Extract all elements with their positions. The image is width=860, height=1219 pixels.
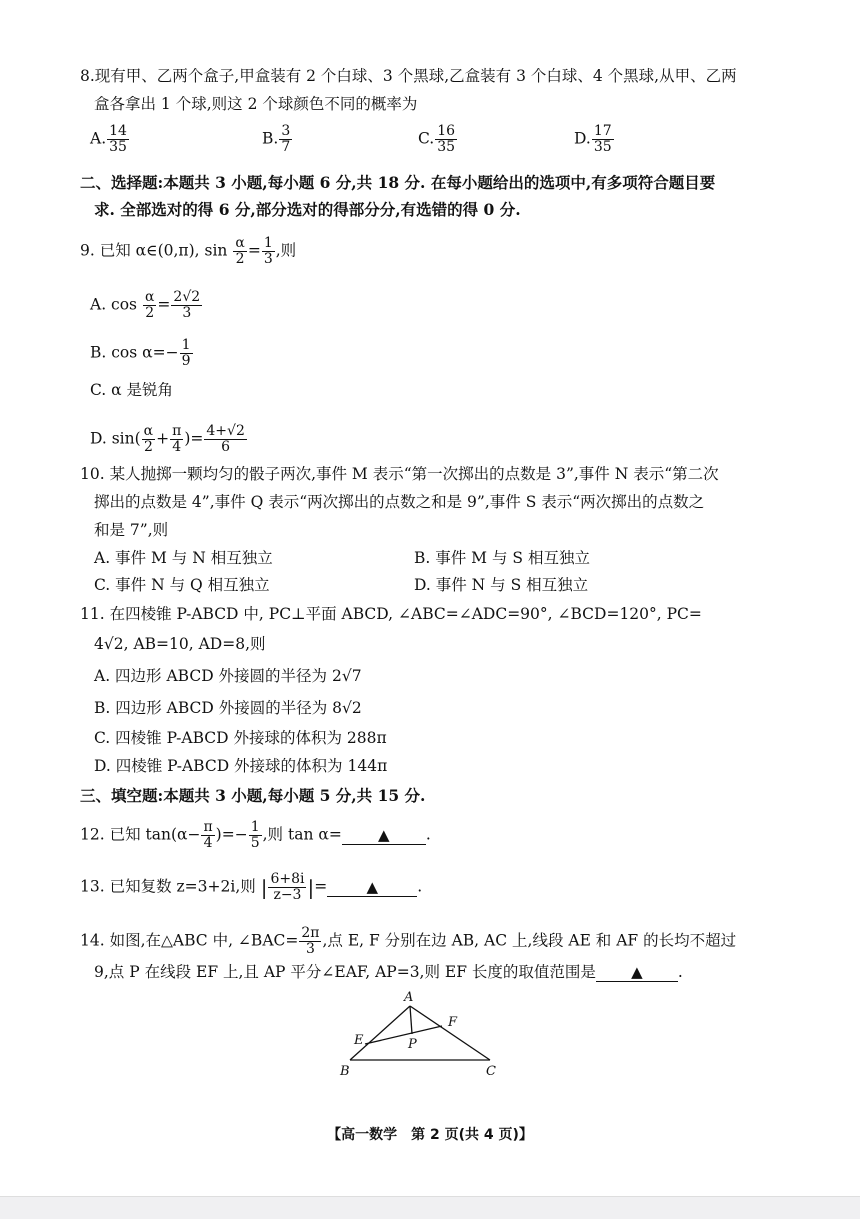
q10-option-b: B. 事件 M 与 S 相互独立	[414, 549, 590, 567]
q10-option-d: D. 事件 N 与 S 相互独立	[414, 576, 589, 594]
q8-option-a: A. $\frac{14}{35}$	[90, 123, 127, 155]
q8-option-b: B. $\frac{3}{7}$	[262, 123, 291, 155]
page-footer: 【高一数学 第 2 页(共 4 页)】	[327, 1127, 533, 1143]
q11-option-d: D. 四棱锥 P-ABCD 外接球的体积为 144π	[94, 757, 388, 775]
q9-option-b: B. cos α=− $\frac{1}{9}$	[90, 337, 191, 369]
label-c: C	[486, 1064, 496, 1078]
q9-option-a: A. cos $\frac{\alpha}{2}$ = $\frac{2√2}{3}$	[90, 289, 201, 321]
label-b: B	[340, 1064, 350, 1078]
section2-line2: 求. 全部选对的得 6 分,部分选对的得部分分,有选错的得 0 分.	[94, 200, 521, 219]
q10-line3: 和是 7”,则	[94, 521, 169, 539]
label-f: F	[448, 1015, 458, 1030]
q11-line2: 4√2, AB=10, AD=8,则	[94, 635, 266, 653]
q13-answer-blank[interactable]	[327, 878, 417, 897]
q14-line1: 14. 如图,在△ABC 中, ∠BAC= $\frac{2\pi}{3}$ ,点 E, F 分别在边 AB, AC 上,线段 AE 和 AF 的长均不超过	[80, 925, 737, 957]
q8-line2: 盒各拿出 1 个球,则这 2 个球颜色不同的概率为	[94, 95, 418, 113]
q11-option-c: C. 四棱锥 P-ABCD 外接球的体积为 288π	[94, 729, 387, 747]
q10-option-a: A. 事件 M 与 N 相互独立	[94, 549, 273, 567]
section2-line1: 二、选择题:本题共 3 小题,每小题 6 分,共 18 分. 在每小题给出的选项中,有多项符合题目要	[80, 173, 716, 192]
q14-answer-blank[interactable]	[596, 963, 678, 982]
q10-line1: 10. 某人抛掷一颗均匀的骰子两次,事件 M 表示“第一次掷出的点数是 3”,事件 N 表示“第二次	[80, 465, 719, 483]
triangle-marker-icon: ▲	[366, 877, 378, 896]
q10-option-c: C. 事件 N 与 Q 相互独立	[94, 576, 270, 594]
triangle-marker-icon: ▲	[631, 963, 643, 981]
viewer-bottom-bar	[0, 1196, 860, 1219]
q9-option-d: D. sin( $\frac{\alpha}{2}$ + $\frac{\pi}{4}$ )= $\frac{4+√2}{6}$	[90, 423, 245, 455]
triangle-marker-icon: ▲	[378, 825, 390, 844]
q8-line1: 8.现有甲、乙两个盒子,甲盒装有 2 个白球、3 个黑球,乙盒装有 3 个白球、4 个黑球,从甲、乙两	[80, 67, 737, 85]
q8-option-c: C. $\frac{16}{35}$	[418, 123, 456, 155]
q12: 12. 已知 tan(α− $\frac{\pi}{4}$ )=− $\frac{1}{5}$ ,则 tan α= ▲ .	[80, 819, 431, 851]
q13: 13. 已知复数 z=3+2i,则 | $\frac{6+8i}{z-3}$ |= ▲ .	[80, 871, 423, 903]
section3-heading: 三、填空题:本题共 3 小题,每小题 5 分,共 15 分.	[80, 786, 426, 805]
q10-line2: 掷出的点数是 4”,事件 Q 表示“两次掷出的点数之和是 9”,事件 S 表示“两次掷出的点数之	[94, 493, 705, 511]
label-p: P	[408, 1037, 417, 1052]
triangle-figure	[330, 986, 510, 1078]
q12-answer-blank[interactable]	[342, 826, 426, 845]
label-e: E	[354, 1033, 364, 1048]
label-a: A	[404, 990, 414, 1005]
segment-ef	[365, 1026, 442, 1044]
q8-option-d: D. $\frac{17}{35}$	[574, 123, 612, 155]
q9-stem: 9. 已知 α∈(0,π), sin $\frac{\alpha}{2}$ = $\frac{1}{3}$ ,则	[80, 235, 297, 267]
q11-option-b: B. 四边形 ABCD 外接圆的半径为 8√2	[94, 699, 362, 717]
segment-ap	[410, 1006, 412, 1034]
q9-option-c: C. α 是锐角	[90, 381, 174, 399]
q14-line2: 9,点 P 在线段 EF 上,且 AP 平分∠EAF, AP=3,则 EF 长度的取值范围是 ▲ .	[94, 963, 683, 981]
q11-line1: 11. 在四棱锥 P-ABCD 中, PC⊥平面 ABCD, ∠ABC=∠ADC=90°, ∠BCD=120°, PC=	[80, 605, 702, 623]
q11-option-a: A. 四边形 ABCD 外接圆的半径为 2√7	[94, 667, 362, 685]
